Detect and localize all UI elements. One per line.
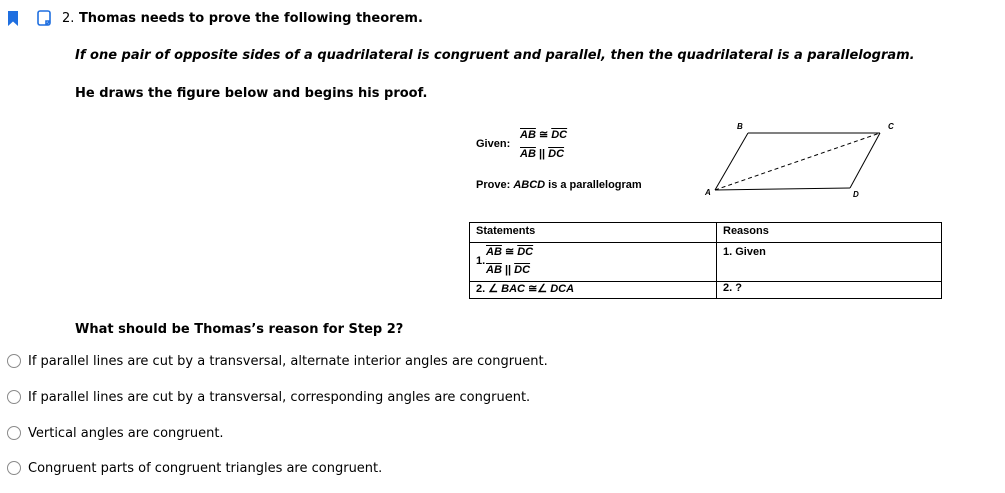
prove-statement: Prove: ABCD is a parallelogram — [476, 179, 642, 191]
bookmark-icon[interactable] — [8, 11, 18, 26]
notepad-icon[interactable] — [37, 10, 53, 27]
given-label: Given: — [476, 138, 511, 150]
reason-2: 2. ? — [717, 282, 942, 299]
given-congruent: AB ≅ DC — [520, 129, 568, 141]
given-parallel: AB || DC — [520, 148, 565, 160]
reason-1: 1. Given — [717, 243, 942, 282]
radio-button[interactable] — [7, 354, 21, 368]
parallelogram-figure — [700, 115, 900, 200]
step2-question: What should be Thomas’s reason for Step 2? — [75, 322, 404, 337]
option-label: If parallel lines are cut by a transversal, alternate interior angles are congruent. — [28, 353, 548, 369]
option-cpctc[interactable] — [7, 459, 382, 477]
vertex-a-label: A — [705, 188, 711, 197]
theorem-statement: If one pair of opposite sides of a quadrilateral is congruent and parallel, then the quadrilateral is a parallelogram. — [75, 48, 915, 63]
option-label: Congruent parts of congruent triangles are congruent. — [28, 460, 383, 476]
proof-table — [469, 222, 942, 299]
vertex-b-label: B — [737, 122, 743, 131]
vertex-d-label: D — [853, 190, 859, 199]
vertex-c-label: C — [888, 122, 894, 131]
reasons-header: Reasons — [717, 223, 942, 243]
option-label: Vertical angles are congruent. — [28, 425, 224, 441]
question-number: 2. — [62, 11, 75, 26]
option-corresponding[interactable] — [7, 388, 530, 406]
option-vertical-angles[interactable] — [7, 424, 224, 442]
intro-text: He draws the figure below and begins his proof. — [75, 86, 428, 101]
radio-button[interactable] — [7, 461, 21, 475]
option-label: If parallel lines are cut by a transversal, corresponding angles are congruent. — [28, 389, 531, 405]
question-header — [62, 11, 423, 26]
statement-2: 2. ∠ BAC ≅∠ DCA — [470, 282, 717, 299]
question-prompt: Thomas needs to prove the following theorem. — [78, 11, 423, 26]
option-alternate-interior[interactable] — [7, 352, 548, 370]
radio-button[interactable] — [7, 426, 21, 440]
statement-1: 1. AB ≅ DC AB || DC — [470, 243, 717, 282]
statements-header: Statements — [470, 223, 717, 243]
radio-button[interactable] — [7, 390, 21, 404]
